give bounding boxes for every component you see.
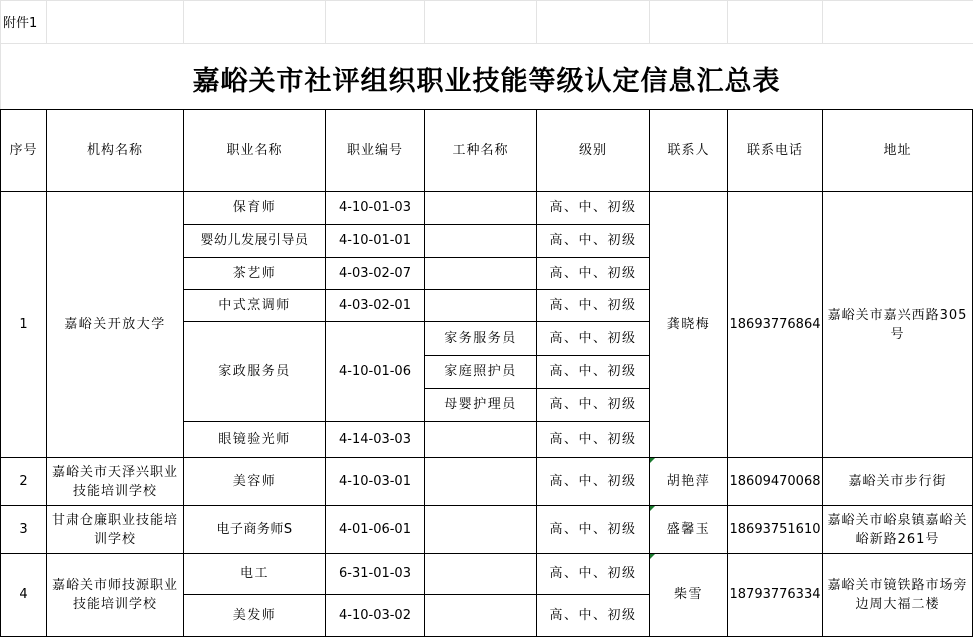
code-cell[interactable]: 4-10-01-01 xyxy=(339,233,411,248)
code-cell[interactable]: 4-14-03-03 xyxy=(339,431,411,447)
org-name-cell[interactable]: 嘉峪关市师技源职业技能培训学校 xyxy=(51,578,178,612)
address-cell[interactable]: 嘉峪关市步行街 xyxy=(848,473,947,489)
code-cell[interactable]: 4-01-06-01 xyxy=(339,521,411,537)
occupation-cell[interactable]: 保育师 xyxy=(232,200,277,215)
level-cell[interactable]: 高、中、初级 xyxy=(549,397,637,412)
cell-indicator-icon xyxy=(650,554,655,559)
occupation-cell[interactable]: 电工 xyxy=(239,566,269,581)
attachment-label: 附件1 xyxy=(3,16,38,31)
occupation-cell[interactable]: 中式烹调师 xyxy=(218,297,291,313)
gridline xyxy=(0,0,973,1)
occupation-cell[interactable]: 电子商务师S xyxy=(216,521,293,537)
level-cell[interactable]: 高、中、初级 xyxy=(549,431,637,447)
contact-cell[interactable]: 龚晓梅 xyxy=(666,316,711,332)
occupation-cell[interactable]: 美发师 xyxy=(232,607,277,623)
gridline xyxy=(46,0,47,43)
level-cell[interactable]: 高、中、初级 xyxy=(549,607,637,623)
code-cell[interactable]: 4-03-02-01 xyxy=(339,297,411,313)
phone-cell[interactable]: 18609470068 xyxy=(729,473,821,489)
header-contact[interactable]: 联系人 xyxy=(667,142,710,158)
level-cell[interactable]: 高、中、初级 xyxy=(549,200,637,215)
level-cell[interactable]: 高、中、初级 xyxy=(549,297,637,313)
level-cell[interactable]: 高、中、初级 xyxy=(549,233,637,248)
trade-cell[interactable]: 家务服务员 xyxy=(444,330,517,346)
header-occupation[interactable]: 职业名称 xyxy=(226,142,283,158)
gridline xyxy=(536,0,537,43)
address-cell[interactable]: 嘉峪关市嘉兴西路305号 xyxy=(827,307,968,342)
occupation-cell[interactable]: 家政服务员 xyxy=(218,363,291,379)
header-seq[interactable]: 序号 xyxy=(9,142,38,158)
org-name-cell[interactable]: 嘉峪关开放大学 xyxy=(64,316,166,332)
occupation-cell[interactable]: 眼镜验光师 xyxy=(218,431,291,447)
level-cell[interactable]: 高、中、初级 xyxy=(549,521,637,537)
seq-cell[interactable]: 3 xyxy=(19,521,28,537)
level-cell[interactable]: 高、中、初级 xyxy=(549,330,637,346)
cell-indicator-icon xyxy=(650,458,655,463)
code-cell[interactable]: 4-10-01-06 xyxy=(339,363,411,379)
seq-cell[interactable]: 1 xyxy=(19,316,28,332)
address-cell[interactable]: 嘉峪关市峪泉镇嘉峪关峪新路261号 xyxy=(827,512,968,547)
level-cell[interactable]: 高、中、初级 xyxy=(549,473,637,489)
occupation-cell[interactable]: 美容师 xyxy=(232,473,277,489)
header-code[interactable]: 职业编号 xyxy=(346,142,403,158)
code-cell[interactable]: 4-10-03-01 xyxy=(339,473,411,489)
contact-cell[interactable]: 柴雪 xyxy=(673,587,703,602)
phone-cell[interactable]: 18693776864 xyxy=(729,316,821,332)
code-cell[interactable]: 4-10-01-03 xyxy=(339,200,411,215)
gridline xyxy=(424,0,425,43)
trade-cell[interactable]: 母婴护理员 xyxy=(444,397,517,412)
cell-indicator-icon xyxy=(650,506,655,511)
gridline xyxy=(0,43,973,44)
level-cell[interactable]: 高、中、初级 xyxy=(549,566,637,581)
gridline xyxy=(727,0,728,43)
address-cell[interactable]: 嘉峪关市镜铁路市场旁边周大福二楼 xyxy=(827,578,968,612)
contact-cell[interactable]: 盛馨玉 xyxy=(666,521,711,537)
gridline xyxy=(822,0,823,43)
header-trade[interactable]: 工种名称 xyxy=(452,142,509,158)
phone-cell[interactable]: 18693751610 xyxy=(729,521,821,537)
code-cell[interactable]: 6-31-01-03 xyxy=(339,566,411,581)
header-address[interactable]: 地址 xyxy=(883,142,912,158)
code-cell[interactable]: 4-10-03-02 xyxy=(339,607,411,623)
org-name-cell[interactable]: 嘉峪关市天泽兴职业技能培训学校 xyxy=(51,464,178,499)
gridline xyxy=(649,0,650,43)
occupation-cell[interactable]: 茶艺师 xyxy=(232,265,277,281)
page-title: 嘉峪关市社评组织职业技能等级认定信息汇总表 xyxy=(192,65,781,97)
header-phone[interactable]: 联系电话 xyxy=(746,142,803,158)
contact-cell[interactable]: 胡艳萍 xyxy=(666,473,711,489)
header-level[interactable]: 级别 xyxy=(578,142,607,158)
occupation-cell[interactable]: 婴幼儿发展引导员 xyxy=(200,233,309,248)
phone-cell[interactable]: 18793776334 xyxy=(729,587,821,602)
org-name-cell[interactable]: 甘肃仓廉职业技能培训学校 xyxy=(51,512,178,547)
level-cell[interactable]: 高、中、初级 xyxy=(549,265,637,281)
code-cell[interactable]: 4-03-02-07 xyxy=(339,265,411,281)
seq-cell[interactable]: 4 xyxy=(19,587,28,602)
gridline xyxy=(325,0,326,43)
gridline xyxy=(183,0,184,43)
trade-cell[interactable]: 家庭照护员 xyxy=(444,364,517,379)
level-cell[interactable]: 高、中、初级 xyxy=(549,364,637,379)
seq-cell[interactable]: 2 xyxy=(19,473,28,489)
header-org[interactable]: 机构名称 xyxy=(86,142,143,158)
